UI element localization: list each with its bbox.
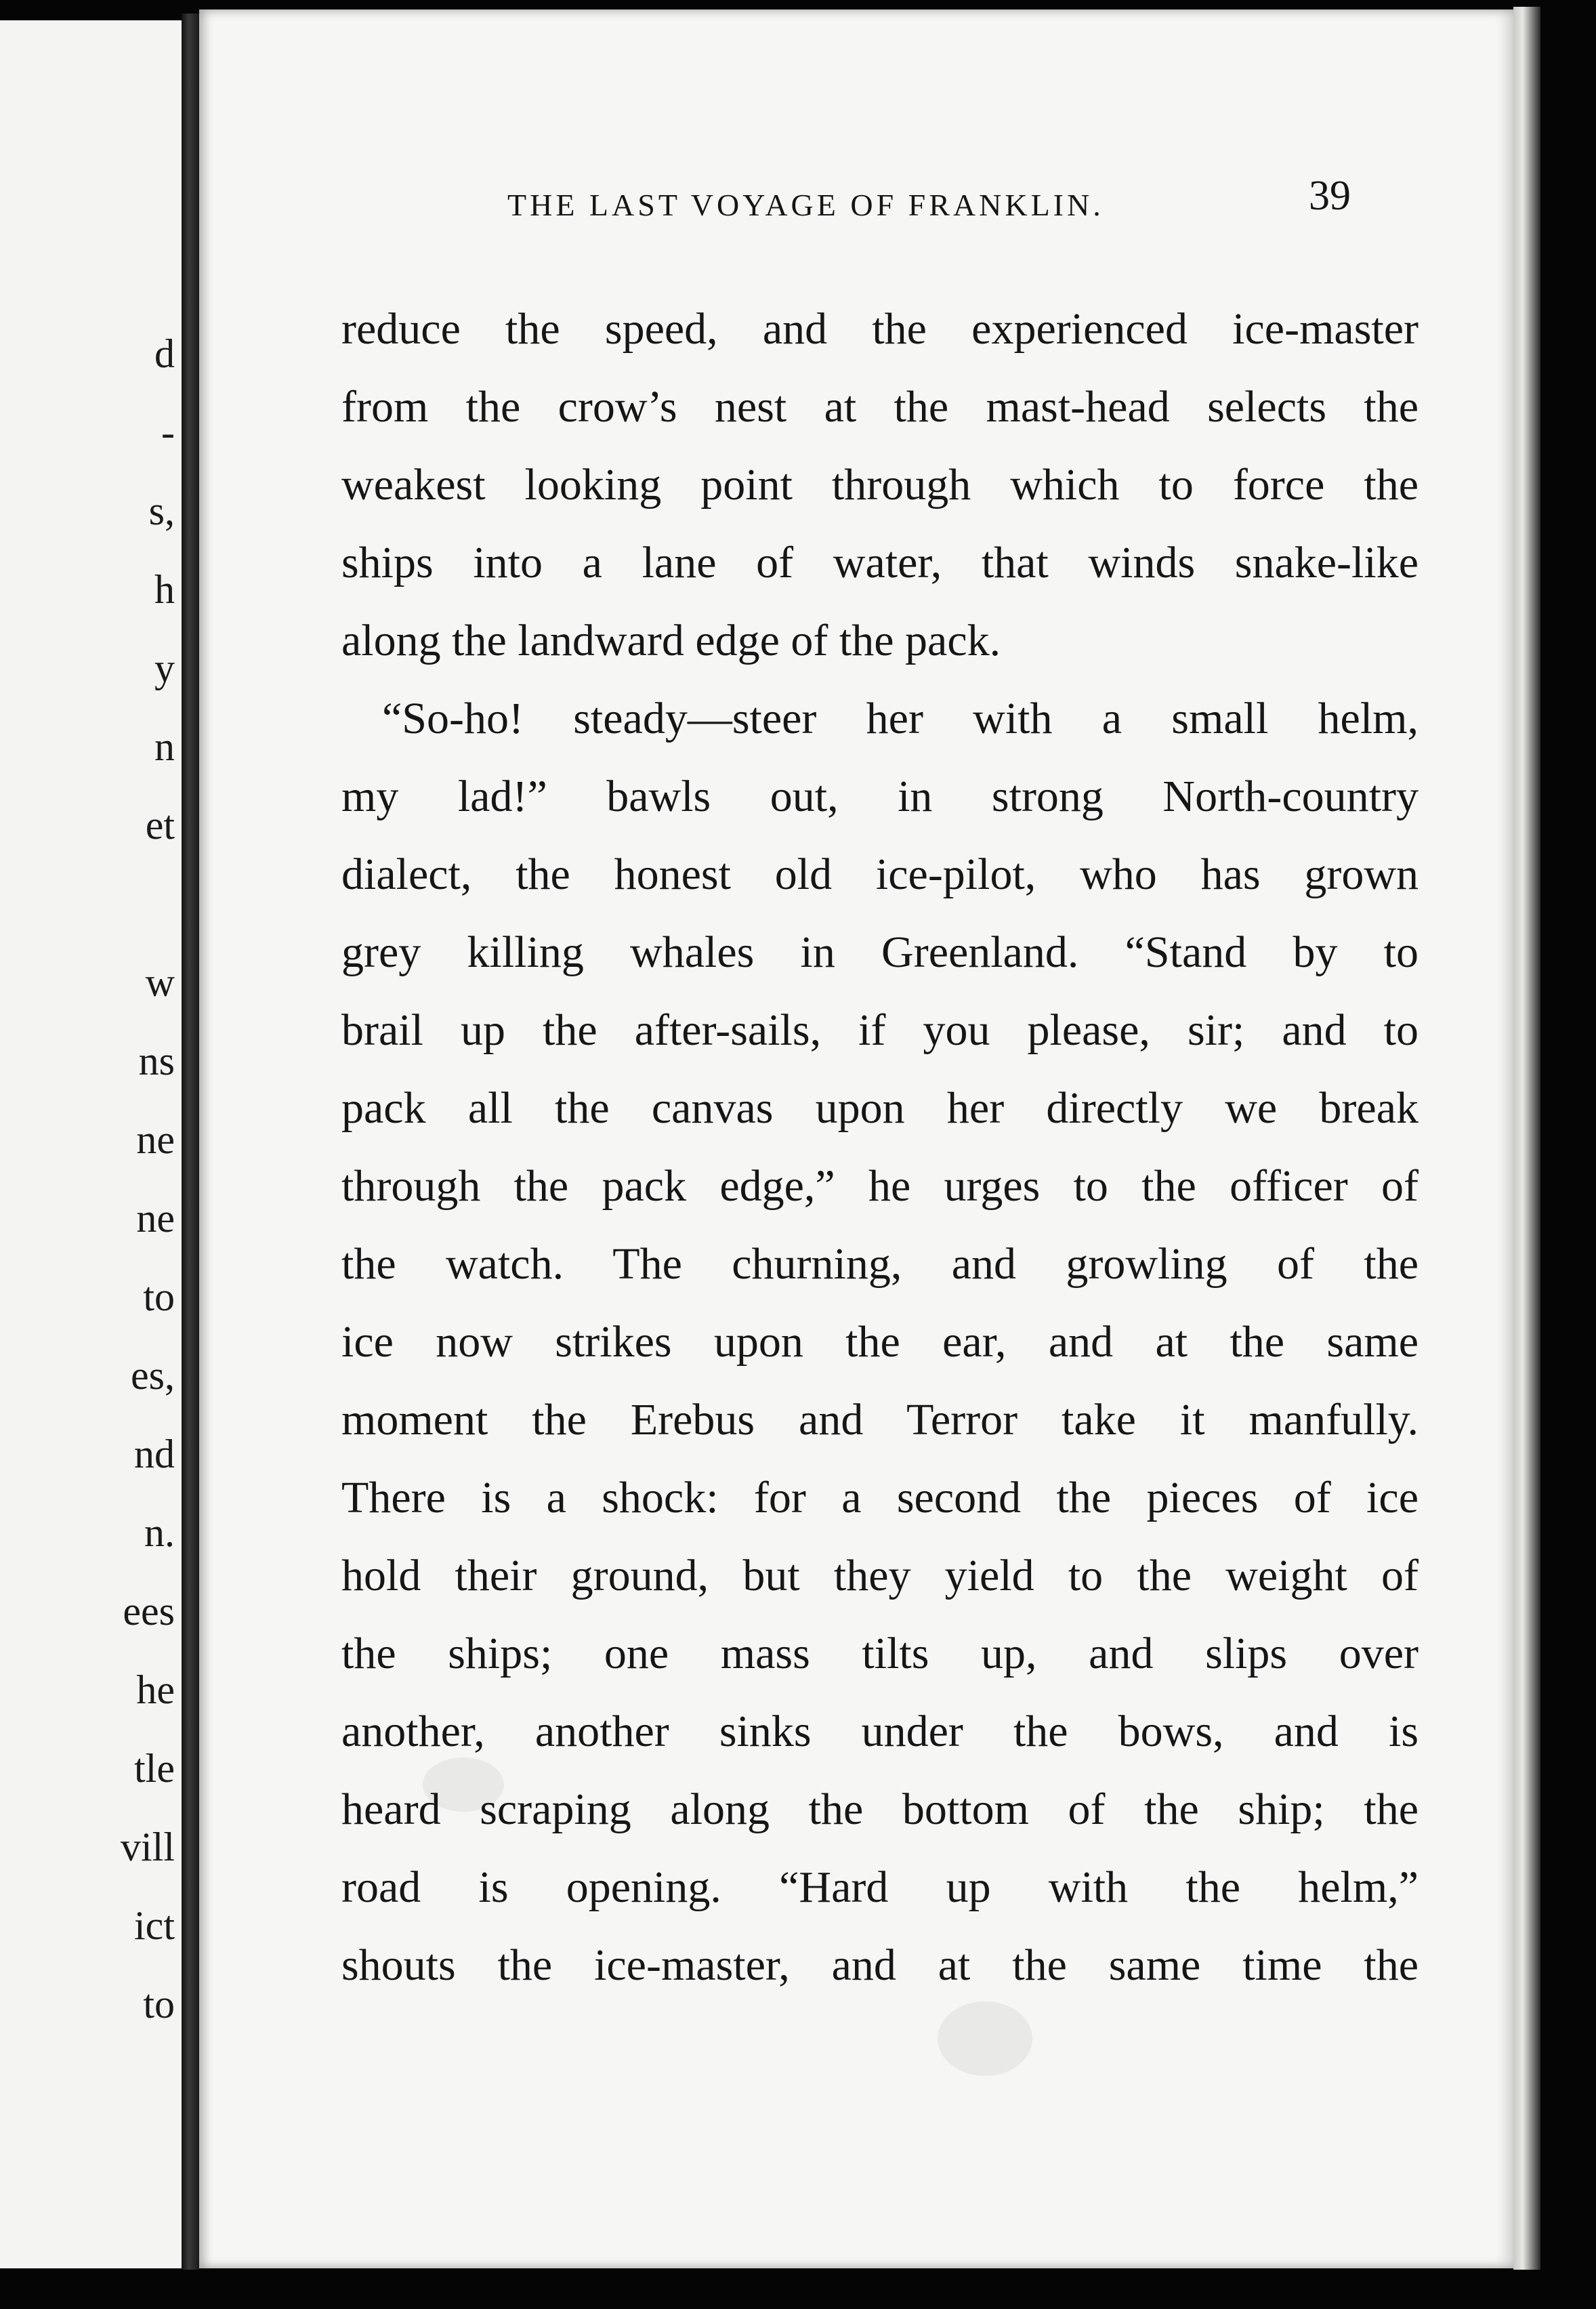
page-body-text	[341, 290, 1419, 2004]
left-fragment: d	[154, 331, 175, 376]
text-line: hold their ground, but they yield to the weight of	[341, 1551, 1419, 1600]
left-fragment: ne	[136, 1117, 175, 1162]
text-line: the watch. The churning, and growling of the	[341, 1239, 1419, 1289]
left-fragment: es,	[131, 1353, 175, 1398]
left-fragment: et	[145, 803, 175, 848]
left-fragment: vill	[120, 1825, 175, 1869]
running-header	[308, 171, 1364, 232]
text-line: reduce the speed, and the experienced ice-master	[341, 304, 1419, 354]
left-fragment: nd	[134, 1432, 175, 1476]
text-line: ice now strikes upon the ear, and at the same	[341, 1317, 1419, 1367]
page-edge	[1513, 7, 1540, 2270]
left-fragment: ns	[138, 1039, 175, 1083]
left-fragment: ees	[123, 1589, 175, 1634]
left-fragment: he	[136, 1667, 175, 1712]
left-fragment: ict	[134, 1903, 175, 1948]
left-fragment: y	[154, 646, 175, 690]
left-fragment: s,	[148, 488, 175, 533]
left-facing-page	[0, 20, 184, 2268]
paper-smudge	[938, 2001, 1032, 2076]
text-line: “So-ho! steady—steer her with a small helm,	[382, 694, 1419, 743]
text-line: shouts the ice-master, and at the same time the	[341, 1940, 1419, 1990]
page-number: 39	[1309, 173, 1351, 219]
text-line: moment the Erebus and Terror take it manfully.	[341, 1395, 1419, 1444]
text-line: road is opening. “Hard up with the helm,”	[341, 1863, 1419, 1912]
text-line: ships into a lane of water, that winds snake-like	[341, 538, 1419, 587]
text-line: pack all the canvas upon her directly we break	[341, 1083, 1419, 1133]
text-line: through the pack edge,” he urges to the officer of	[341, 1161, 1419, 1211]
left-fragment: -	[161, 410, 175, 455]
left-fragment: tle	[134, 1746, 175, 1791]
text-line: from the crow’s nest at the mast-head selects the	[341, 382, 1419, 432]
text-line: heard scraping along the bottom of the ship; the	[341, 1785, 1419, 1834]
text-line: another, another sinks under the bows, and is	[341, 1707, 1419, 1756]
left-fragment: to	[143, 1274, 175, 1319]
text-line: brail up the after-sails, if you please, sir; and to	[341, 1005, 1419, 1055]
left-fragment: to	[143, 1982, 175, 2026]
left-fragment: h	[154, 567, 175, 612]
left-page-fragments	[0, 20, 182, 2268]
left-fragment: w	[145, 960, 175, 1005]
text-line: There is a shock: for a second the pieces of ice	[341, 1473, 1419, 1522]
running-title: THE LAST VOYAGE OF FRANKLIN.	[507, 188, 1104, 222]
left-fragment: ne	[136, 1196, 175, 1241]
text-line: my lad!” bawls out, in strong North-country	[341, 772, 1419, 821]
text-line: weakest looking point through which to force the	[341, 460, 1419, 509]
text-line: the ships; one mass tilts up, and slips over	[341, 1629, 1419, 1678]
left-fragment: n	[154, 724, 175, 769]
text-line: grey killing whales in Greenland. “Stand by to	[341, 928, 1419, 977]
text-line: along the landward edge of the pack.	[341, 616, 1001, 665]
book-gutter	[182, 14, 199, 2270]
text-line: dialect, the honest old ice-pilot, who has grown	[341, 850, 1419, 899]
left-fragment: n.	[144, 1510, 175, 1555]
